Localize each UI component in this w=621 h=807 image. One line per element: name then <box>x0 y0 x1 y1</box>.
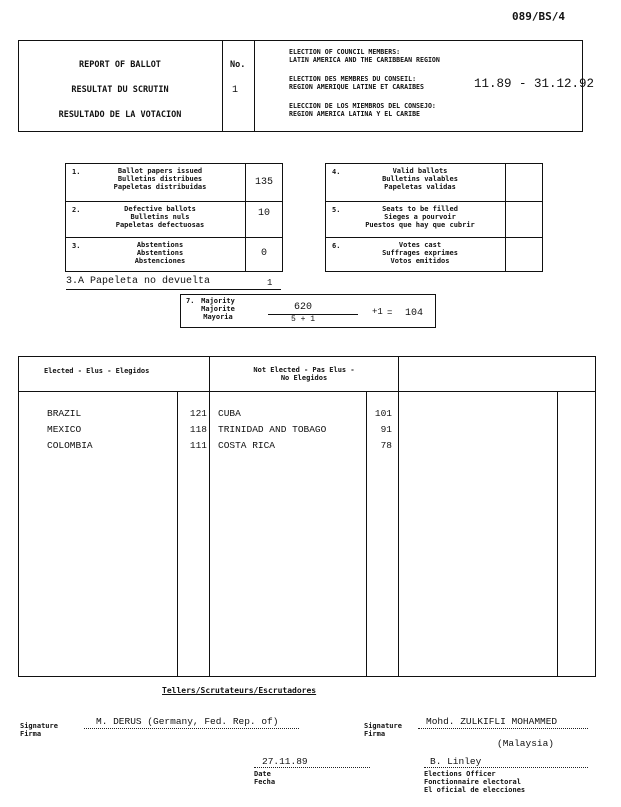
majority-plus-one: +1 <box>372 307 383 317</box>
defective-ballots-label: Defective ballots Bulletins nuls Papeletas defectuosas <box>115 205 205 229</box>
report-title: REPORT OF BALLOT RESULTAT DU SCRUTIN RESULTADO DE LA VOTACION <box>58 60 182 120</box>
teller-2-name: Mohd. ZULKIFLI MOHAMMED <box>426 716 558 727</box>
not-returned-value: 1 <box>267 278 273 288</box>
defective-ballots-value: 10 <box>257 208 270 219</box>
seats-to-be-filled-label: Seats to be filled Sieges a pourvoir Puestos que hay que cubrir <box>365 205 475 229</box>
not-elected-header: Not Elected - Pas Elus - No Elegidos <box>253 366 355 382</box>
teller-2-country: (Malaysia) <box>497 738 555 749</box>
valid-ballots-label: Valid ballots Bulletins valables Papeletas validas <box>382 167 458 191</box>
ballot-number-value: 1 <box>232 85 239 96</box>
majority-label: Majority Majorite Mayoria <box>201 297 235 321</box>
abstentions-value: 0 <box>260 248 267 259</box>
signature-label-left: Signature Firma <box>20 722 58 738</box>
results-table <box>18 356 596 677</box>
signature-label-right: Signature Firma <box>364 722 402 738</box>
ballot-papers-issued-value: 135 <box>254 177 273 188</box>
list-item: MEXICO <box>47 424 82 435</box>
abstentions-label: Abstentions Abstentions Abstenciones <box>134 241 186 265</box>
majority-denominator: 5 + 1 <box>290 315 315 324</box>
tellers-title: Tellers/Scrutateurs/Escrutadores <box>162 686 317 695</box>
list-item: BRAZIL <box>47 408 82 419</box>
list-item: COSTA RICA <box>218 440 276 451</box>
elected-header: Elected - Elus - Elegidos <box>44 367 150 375</box>
majority-result: 104 <box>405 308 424 319</box>
officer-label: Elections Officer Fonctionnaire electoral El oficial de elecciones <box>424 770 526 794</box>
ballot-papers-issued-label: Ballot papers issued Bulletins distribues Papeletas distribuidas <box>113 167 207 191</box>
votes-cast-label: Votes cast Suffrages exprimes Votos emitidos <box>382 241 458 265</box>
not-returned-label: 3.A Papeleta no devuelta <box>66 276 211 287</box>
officer-name: B. Linley <box>430 756 482 767</box>
not-elected-list <box>218 406 326 454</box>
majority-numerator: 620 <box>293 302 312 313</box>
list-item: TRINIDAD AND TOBAGO <box>218 424 327 435</box>
majority-equals: = <box>387 308 393 318</box>
election-title: ELECTION OF COUNCIL MEMBERS: LATIN AMERICA AND THE CARIBBEAN REGION ELECTION DES MEMBRES DU CONSEIL: REGION AMERIQUE LATINE ET CARAIBES ELECCION DE LOS MIEMBROS DEL CONSEJO: REGION AMERICA LATINA Y EL CARIBE <box>289 48 440 118</box>
date-value: 27.11.89 <box>262 756 308 767</box>
document-reference: 089/BS/4 <box>512 10 565 23</box>
not-elected-votes: 101 91 78 <box>374 408 392 451</box>
ballot-number-label: No. <box>230 60 246 70</box>
teller-1-name: M. DERUS (Germany, Fed. Rep. of) <box>96 716 279 727</box>
list-item: CUBA <box>218 408 241 419</box>
term-period: 11.89 - 31.12.92 <box>474 77 595 91</box>
date-label: Date Fecha <box>254 770 276 786</box>
elected-votes: 121 118 111 <box>189 408 207 451</box>
elected-list <box>47 406 93 454</box>
list-item: COLOMBIA <box>47 440 93 451</box>
